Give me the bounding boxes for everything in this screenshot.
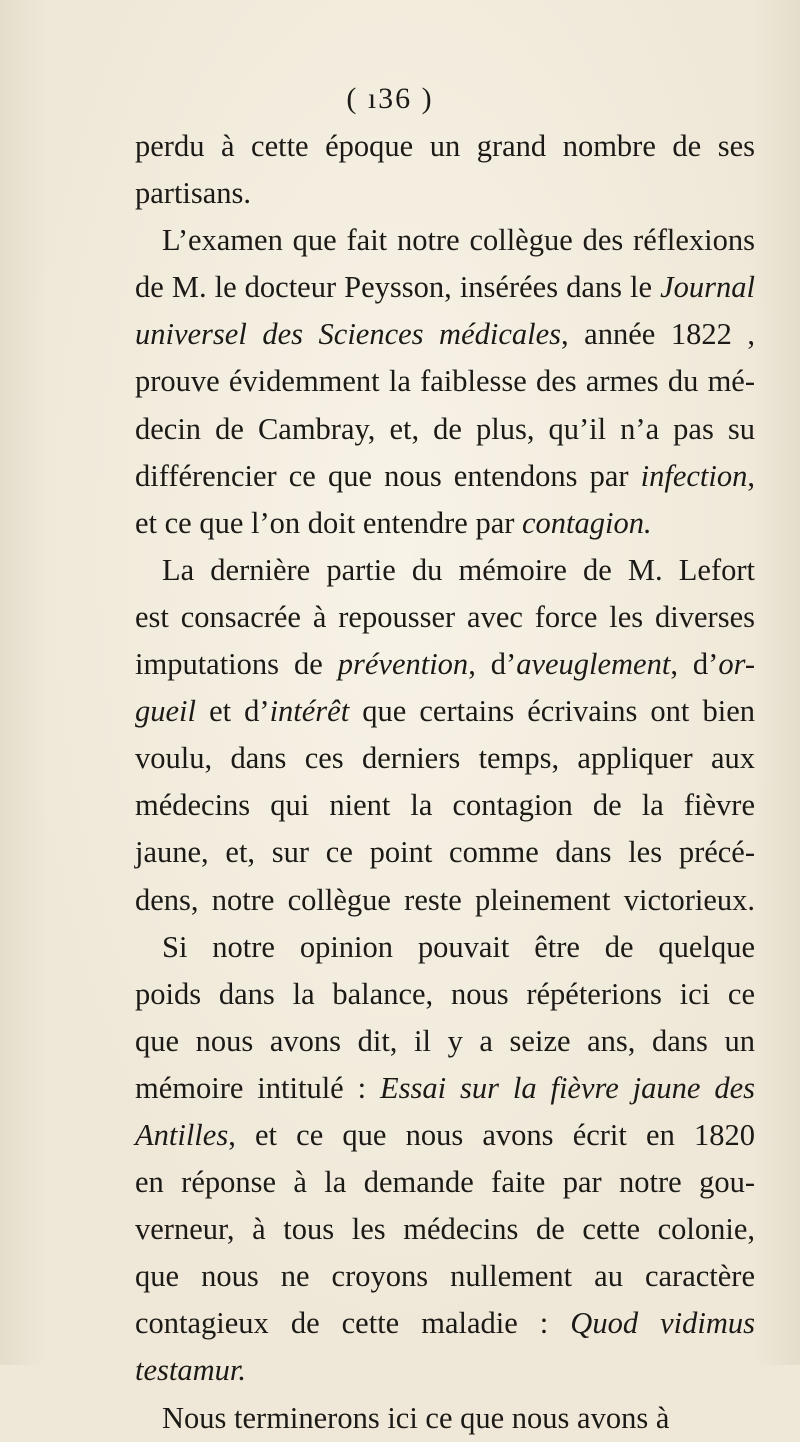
text-line [135, 971, 755, 1018]
text-line [135, 782, 755, 829]
text-line [135, 358, 755, 405]
text-line [135, 1018, 755, 1065]
text-line [135, 170, 755, 217]
text-line [135, 311, 755, 358]
text-segment: imputations de [135, 647, 338, 682]
text-segment: dens, notre collègue reste pleinement victorieux. [135, 882, 755, 917]
text-segment: , année 1822 , [561, 317, 755, 352]
text-line [135, 1347, 755, 1394]
italic-text: testamur. [135, 1353, 246, 1388]
italic-text: Essai sur la fièvre jaune des [379, 1070, 755, 1105]
text-segment: verneur, à tous les médecins de cette colonie, [135, 1212, 755, 1247]
text-line [135, 1159, 755, 1206]
text-segment: partisans. [135, 176, 252, 211]
text-segment: est consacrée à repousser avec force les diverses [135, 599, 755, 634]
text-segment: contagieux de cette maladie : [135, 1306, 571, 1341]
text-segment: L’examen que fait notre collègue des réflexions [162, 223, 755, 258]
text-segment: La dernière partie du mémoire de M. Lefort [162, 552, 755, 587]
text-line [135, 264, 755, 311]
text-segment: , [747, 458, 755, 493]
italic-text: gueil [135, 694, 196, 729]
text-segment: , d’ [468, 647, 517, 682]
italic-text: contagion. [522, 505, 652, 540]
text-line [135, 1300, 755, 1347]
text-segment: poids dans la balance, nous répéterions ici ce [135, 976, 755, 1011]
text-segment: Nous terminerons ici ce que nous avons à [162, 1400, 670, 1435]
text-segment: , d’ [670, 647, 719, 682]
italic-text: prévention [337, 647, 469, 682]
text-line [135, 1253, 755, 1300]
text-segment: différencier ce que nous entendons par [135, 458, 641, 493]
text-line [135, 641, 755, 688]
text-line [135, 688, 755, 735]
italic-text: intérêt [269, 694, 350, 729]
text-segment: que nous avons dit, il y a seize ans, dans un [135, 1023, 755, 1058]
text-line [135, 1206, 755, 1253]
text-segment: médecins qui nient la contagion de la fièvre [135, 788, 755, 823]
text-line [135, 594, 755, 641]
text-segment: que nous ne croyons nullement au caractère [135, 1259, 755, 1294]
text-line [135, 1112, 755, 1159]
text-line [135, 829, 755, 876]
text-line [135, 1395, 755, 1442]
italic-text: Journal [660, 270, 755, 305]
text-line [135, 735, 755, 782]
text-segment: et d’ [196, 694, 270, 729]
text-segment: prouve évidemment la faiblesse des armes du mé- [135, 364, 755, 399]
italic-text: universel des Sciences médicales [135, 317, 562, 352]
italic-text: Antilles [135, 1117, 229, 1152]
text-segment: et ce que l’on doit entendre par [135, 505, 523, 540]
text-line [135, 547, 755, 594]
text-segment: que certains écrivains ont bien [349, 694, 755, 729]
italic-text: Quod vidimus [570, 1306, 755, 1341]
page-number: ( ı36 ) [346, 82, 434, 115]
text-line [135, 453, 755, 500]
body-text [135, 123, 755, 1442]
text-segment: voulu, dans ces derniers temps, appliquer aux [135, 741, 755, 776]
text-line [135, 1065, 755, 1112]
text-segment: , et ce que nous avons écrit en 1820 [228, 1117, 755, 1152]
text-segment: jaune, et, sur ce point comme dans les précé- [135, 835, 755, 870]
text-line [135, 924, 755, 971]
text-segment: en réponse à la demande faite par notre gou- [135, 1165, 755, 1200]
text-segment: Si notre opinion pouvait être de quelque [162, 929, 755, 964]
text-segment: perdu à cette époque un grand nombre de ses [135, 129, 755, 163]
italic-text: aveuglement [516, 647, 671, 682]
text-segment: de M. le docteur Peysson, insérées dans le [135, 270, 661, 305]
text-segment: mémoire intitulé : [135, 1070, 380, 1105]
text-segment: decin de Cambray, et, de plus, qu’il n’a pas su [135, 411, 755, 446]
text-line [135, 877, 755, 924]
italic-text: infection [640, 458, 748, 493]
text-line [135, 406, 755, 453]
italic-text: or- [718, 647, 755, 682]
text-line [135, 217, 755, 264]
text-line [135, 500, 755, 547]
text-line [135, 123, 755, 170]
